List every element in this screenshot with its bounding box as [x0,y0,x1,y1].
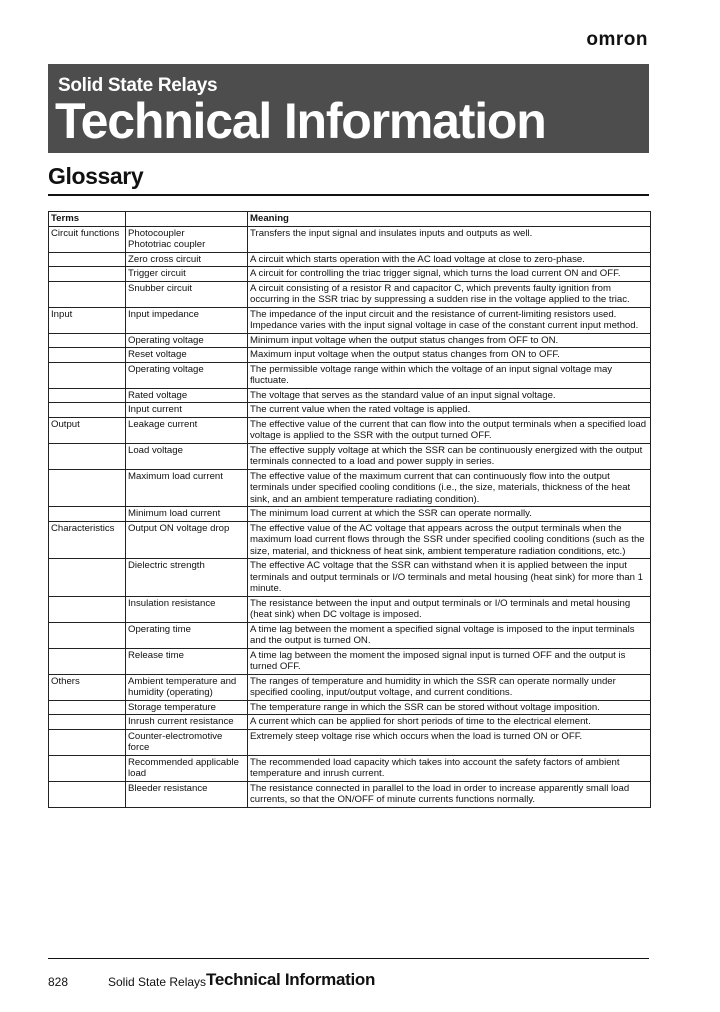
term-meaning: The voltage that serves as the standard value of an input signal voltage. [248,388,651,403]
section-divider [48,194,649,196]
term-category [49,333,126,348]
glossary-body [49,226,651,807]
term-name: Storage temperature [126,700,248,715]
term-category [49,648,126,674]
header-blank [126,212,248,227]
term-category [49,469,126,507]
table-row [49,781,651,807]
term-meaning: The resistance between the input and output terminals or I/O terminals and metal housing (heat sink) when DC voltage is imposed. [248,596,651,622]
term-meaning: The effective AC voltage that the SSR can withstand when it is applied between the input terminals and output terminals or I/O terminals and metal housing (heat sink) for more than 1 minute. [248,559,651,597]
table-row [49,388,651,403]
term-category [49,281,126,307]
table-row [49,559,651,597]
table-row [49,648,651,674]
term-meaning: The temperature range in which the SSR can be stored without voltage imposition. [248,700,651,715]
term-meaning: The minimum load current at which the SSR can operate normally. [248,507,651,522]
term-meaning: A current which can be applied for short periods of time to the electrical element. [248,715,651,730]
term-meaning: A circuit which starts operation with the AC load voltage at close to zero-phase. [248,252,651,267]
term-category [49,559,126,597]
table-row [49,755,651,781]
term-name: Rated voltage [126,388,248,403]
table-row [49,348,651,363]
table-row [49,715,651,730]
table-row [49,307,651,333]
term-category: Input [49,307,126,333]
table-row [49,362,651,388]
table-row [49,226,651,252]
term-meaning: Extremely steep voltage rise which occurs when the load is turned ON or OFF. [248,729,651,755]
table-row [49,521,651,559]
section-title: Glossary [48,163,144,189]
term-meaning: Maximum input voltage when the output status changes from ON to OFF. [248,348,651,363]
term-category [49,443,126,469]
term-name: Trigger circuit [126,267,248,282]
term-category [49,388,126,403]
table-row [49,729,651,755]
omron-logo: omron [586,29,648,50]
term-category: Circuit functions [49,226,126,252]
term-meaning: The permissible voltage range within which the voltage of an input signal voltage may fluctuate. [248,362,651,388]
table-row [49,252,651,267]
table-row [49,267,651,282]
term-category: Characteristics [49,521,126,559]
term-category [49,729,126,755]
term-meaning: The recommended load capacity which takes into account the safety factors of ambient temperature and inrush current. [248,755,651,781]
footer-title: Technical Information [206,970,376,989]
term-meaning: Minimum input voltage when the output status changes from OFF to ON. [248,333,651,348]
term-name: Recommended applicable load [126,755,248,781]
header-terms: Terms [49,212,126,227]
table-row [49,622,651,648]
term-name: Load voltage [126,443,248,469]
term-name: Release time [126,648,248,674]
term-category [49,362,126,388]
term-name: Ambient temperature and humidity (operating) [126,674,248,700]
term-name: Operating voltage [126,362,248,388]
term-name: Snubber circuit [126,281,248,307]
term-meaning: A circuit for controlling the triac trigger signal, which turns the load current ON and OFF. [248,267,651,282]
table-row [49,596,651,622]
term-name: Photocoupler Phototriac coupler [126,226,248,252]
term-category [49,622,126,648]
term-meaning: The effective supply voltage at which the SSR can be continuously energized with the output terminals connected to a load and power supply in series. [248,443,651,469]
banner-title: Technical Information [55,93,546,149]
banner-subtitle: Solid State Relays [58,75,218,96]
term-name: Zero cross circuit [126,252,248,267]
term-category [49,507,126,522]
table-header-row [49,212,651,227]
term-name: Dielectric strength [126,559,248,597]
table-row [49,674,651,700]
term-name: Counter-electromotive force [126,729,248,755]
term-category [49,252,126,267]
footer-subtitle: Solid State Relays [108,975,207,989]
table-row [49,507,651,522]
term-category [49,348,126,363]
term-category [49,781,126,807]
term-meaning: Transfers the input signal and insulates inputs and outputs as well. [248,226,651,252]
footer-divider [48,958,649,959]
term-meaning: The effective value of the maximum current that can continuously flow into the output terminals under specified cooling conditions (i.e., the size, materials, thickness of the heat sink, and an ambient temperature radiating condition). [248,469,651,507]
term-meaning: The resistance connected in parallel to the load in order to increase apparently small load currents, so that the ON/OFF of minute currents functions normally. [248,781,651,807]
term-meaning: The effective value of the AC voltage that appears across the output terminals when the maximum load current flows through the SSR under specified cooling conditions (such as the size, material, and thickness of heat sink, ambient temperature radiation conditions, etc.) [248,521,651,559]
term-category [49,700,126,715]
page-footer [48,970,649,994]
term-meaning: The ranges of temperature and humidity in which the SSR can operate normally under specified cooling, input/output voltage, and current conditions. [248,674,651,700]
term-name: Input current [126,403,248,418]
table-row [49,403,651,418]
glossary-table [48,211,651,808]
term-meaning: The current value when the rated voltage is applied. [248,403,651,418]
term-category [49,403,126,418]
title-banner [48,64,649,153]
term-meaning: The impedance of the input circuit and the resistance of current-limiting resistors used. Impedance varies with the input signal voltage in case of the constant current input method. [248,307,651,333]
term-category [49,715,126,730]
table-row [49,443,651,469]
term-meaning: The effective value of the current that can flow into the output terminals when a specified load voltage is applied to the SSR with the output turned OFF. [248,417,651,443]
term-category [49,755,126,781]
term-name: Minimum load current [126,507,248,522]
term-category: Others [49,674,126,700]
term-name: Operating time [126,622,248,648]
table-row [49,417,651,443]
term-meaning: A time lag between the moment a specified signal voltage is imposed to the input terminals and the output is turned ON. [248,622,651,648]
term-name: Bleeder resistance [126,781,248,807]
term-name: Reset voltage [126,348,248,363]
term-name: Operating voltage [126,333,248,348]
header-meaning: Meaning [248,212,651,227]
term-category: Output [49,417,126,443]
term-category [49,267,126,282]
page-number: 828 [48,975,69,989]
term-meaning: A circuit consisting of a resistor R and capacitor C, which prevents faulty ignition from occurring in the SSR triac by suppressing a sudden rise in the voltage applied to the triac. [248,281,651,307]
table-row [49,333,651,348]
term-name: Inrush current resistance [126,715,248,730]
term-name: Insulation resistance [126,596,248,622]
term-name: Output ON voltage drop [126,521,248,559]
term-name: Maximum load current [126,469,248,507]
term-category [49,596,126,622]
table-row [49,469,651,507]
term-meaning: A time lag between the moment the imposed signal input is turned OFF and the output is turned OFF. [248,648,651,674]
term-name: Input impedance [126,307,248,333]
table-row [49,700,651,715]
term-name: Leakage current [126,417,248,443]
table-row [49,281,651,307]
